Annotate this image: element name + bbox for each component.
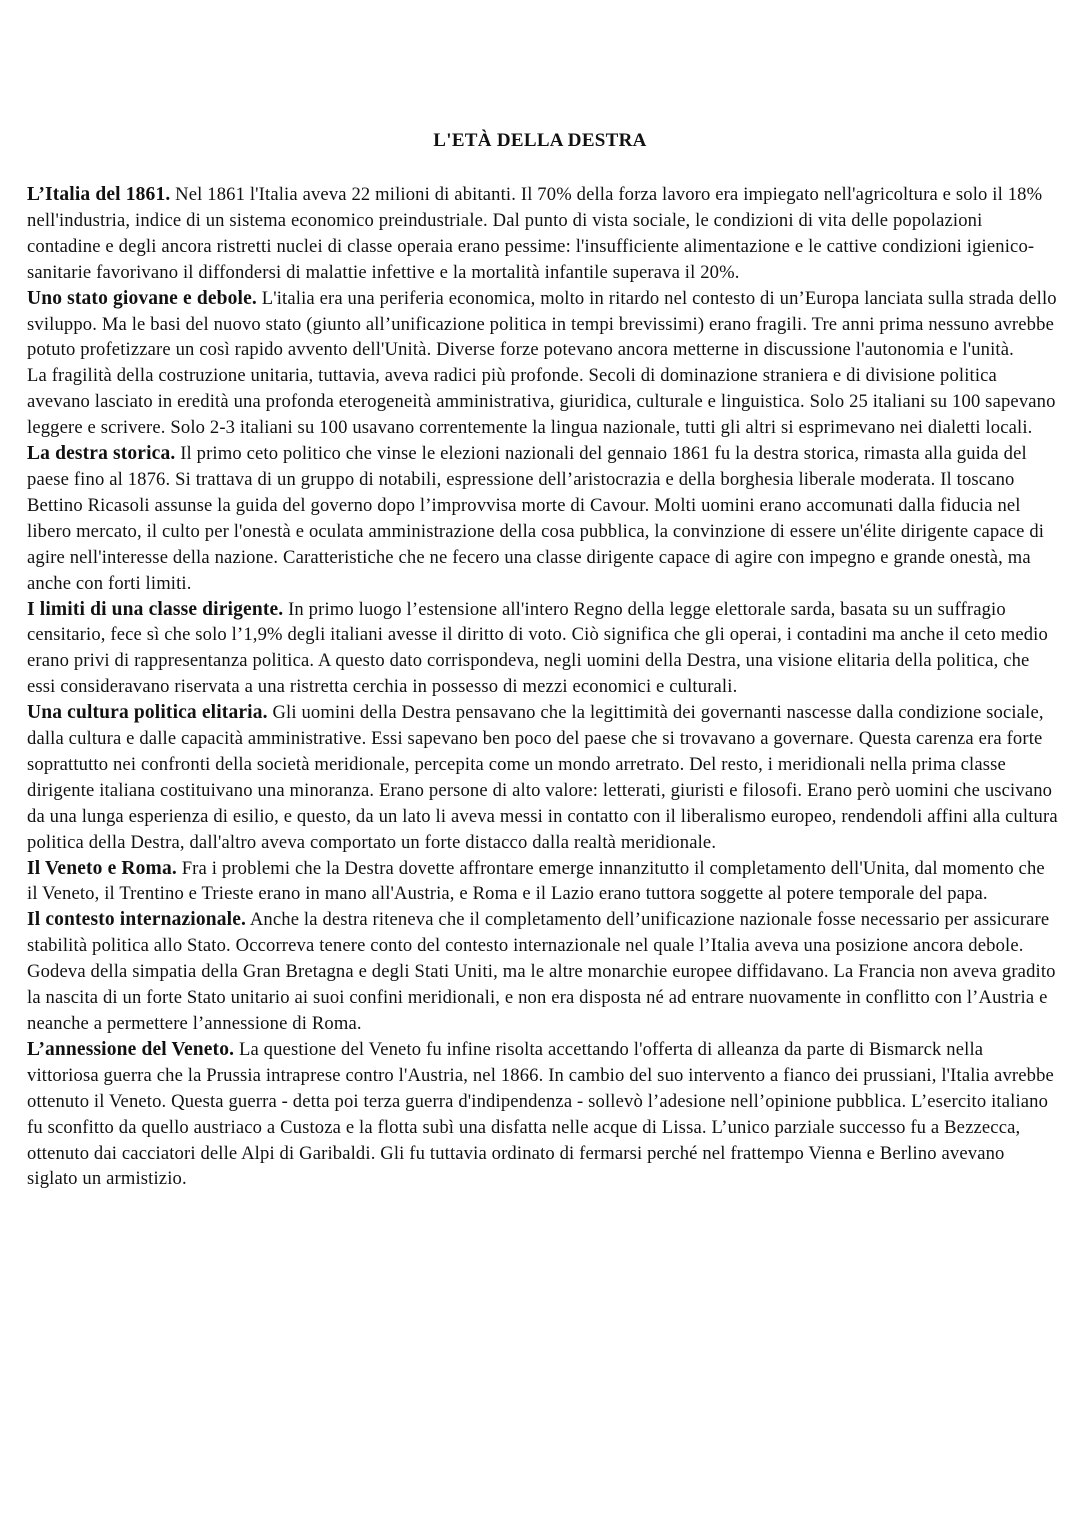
- paragraph-fragilita: [27, 363, 1059, 441]
- paragraph-text: L'italia era una periferia economica, molto in ritardo nel contesto di un’Europa lanciata sulla strada dello sviluppo. Ma le basi del nuovo stato (giunto all’unificazione politica in tempi brevissimi) erano fragili. Tre anni prima nessuno avrebbe potuto profetizzare un così rapido avvento dell'Unità. Diverse forze potevano ancora metterne in discussione l'autonomia e l'unità.: [27, 287, 1057, 361]
- document-body: [27, 182, 1059, 1192]
- page-title: L'ETÀ DELLA DESTRA: [433, 130, 647, 151]
- paragraph-heading: L’Italia del 1861.: [27, 184, 171, 205]
- paragraph-annessione-veneto: [27, 1037, 1059, 1192]
- paragraph-stato-giovane: [27, 286, 1059, 364]
- paragraph-text: Fra i problemi che la Destra dovette affrontare emerge innanzitutto il completamento dell'Unita, dal momento che il Veneto, il Trentino e Trieste erano in mano all'Austria, e Roma e il Lazio erano tuttora soggette al potere temporale del papa.: [27, 857, 1045, 905]
- paragraph-heading: Il contesto internazionale.: [27, 909, 247, 931]
- paragraph-veneto-roma: [27, 856, 1059, 908]
- paragraph-text: La fragilità della costruzione unitaria, tuttavia, aveva radici più profonde. Secoli di dominazione straniera e di divisione politica avevano lasciato in eredità una profonda eterogeneità amministrativa, giuridica, culturale e linguistica. Solo 25 italiani su 100 sapevano leggere e scrivere. Solo 2-3 italiani su 100 usavano correntemente la lingua nazionale, tutti gli altri si esprimevano nei dialetti locali.: [27, 365, 1056, 439]
- paragraph-text: Il primo ceto politico che vinse le elezioni nazionali del gennaio 1861 fu la destra storica, rimasta alla guida del paese fino al 1876. Si trattava di un gruppo di notabili, espressione dell’aristocrazia e della borghesia liberale moderata. Il toscano Bettino Ricasoli assunse la guida del governo dopo l’improvvisa morte di Cavour. Molti uomini erano accomunati dalla fiducia nel libero mercato, il culto per l'onestà e oculata amministrazione della cosa pubblica, la convinzione di essere un'élite dirigente capace di agire nell'interesse della nazione. Caratteristiche che ne fecero una classe dirigente capace di agire con impegno e grande onestà, ma anche con forti limiti.: [27, 443, 1045, 594]
- paragraph-text: Anche la destra riteneva che il completamento dell’unificazione nazionale fosse necessario per assicurare stabilità politica allo Stato. Occorreva tenere conto del contesto internazionale nel quale l’Italia aveva una posizione ancora debole. Godeva della simpatia della Gran Bretagna e degli Stati Uniti, ma le altre monarchie europee diffidavano. La Francia non aveva gradito la nascita di un forte Stato unitario ai suoi confini meridionali, e non era disposta né ad entrare nuovamente in conflitto con l’Austria e neanche a permettere l’annessione di Roma.: [27, 909, 1056, 1034]
- paragraph-heading: L’annessione del Veneto.: [27, 1038, 235, 1060]
- paragraph-heading: Una cultura politica elitaria.: [27, 702, 268, 724]
- paragraph-contesto-internazionale: [27, 907, 1059, 1037]
- paragraph-text: Nel 1861 l'Italia aveva 22 milioni di abitanti. Il 70% della forza lavoro era impiegato nell'agricoltura e solo il 18% nell'industria, indice di un sistema economico preindustriale. Dal punto di vista sociale, le condizioni di vita delle popolazioni contadine e degli ancora ristretti nuclei di classe operaia erano pessime: l'insufficiente alimentazione e le cattive condizioni igienico-sanitarie favorivano il diffondersi di malattie infettive e la mortalità infantile superava il 20%.: [27, 184, 1043, 283]
- paragraph-heading: La destra storica.: [27, 443, 176, 465]
- paragraph-destra-storica: [27, 441, 1059, 596]
- paragraph-text: La questione del Veneto fu infine risolta accettando l'offerta di alleanza da parte di Bismarck nella vittoriosa guerra che la Prussia intraprese contro l'Austria, nel 1866. In cambio del suo intervento a fianco dei prussiani, l'Italia avrebbe ottenuto il Veneto. Questa guerra - detta poi terza guerra d'indipendenza - sollevò l’adesione nell’opinione pubblica. L’esercito italiano fu sconfitto da quello austriaco a Custoza e la flotta subì una disfatta nelle acque di Lissa. L’unico parziale successo fu a Bezzecca, ottenuto dai cacciatori delle Alpi di Garibaldi. Gli fu tuttavia ordinato di fermarsi perché nel frattempo Vienna e Berlino avevano siglato un armistizio.: [27, 1038, 1054, 1190]
- paragraph-italia-1861: [27, 182, 1059, 286]
- paragraph-text: Gli uomini della Destra pensavano che la legittimità dei governanti nascesse dalla condizione sociale, dalla cultura e dalle capacità amministrative. Essi sapevano ben poco del paese che si trovavano a governare. Questa carenza era forte soprattutto nei confronti della società meridionale, percepita come un mondo arretrato. Del resto, i meridionali nella prima classe dirigente italiana costituivano una minoranza. Erano persone di alto valore: letterati, giuristi e filosofi. Erano però uomini che uscivano da una lunga esperienza di esilio, e questo, da un lato li aveva messi in contatto con il liberalismo europeo, rendendoli affini alla cultura politica della Destra, dall'altro aveva comportato un forte distacco dalla realtà meridionale.: [27, 702, 1058, 853]
- paragraph-heading: Uno stato giovane e debole.: [27, 287, 257, 309]
- paragraph-cultura-elitaria: [27, 700, 1059, 855]
- paragraph-text: In primo luogo l’estensione all'intero Regno della legge elettorale sarda, basata su un suffragio censitario, fece sì che solo l’1,9% degli italiani avesse il diritto di voto. Ciò significa che gli operai, i contadini ma anche il ceto medio erano privi di rappresentanza politica. A questo dato corrispondeva, negli uomini della Destra, una visione elitaria della politica, che essi consideravano riservata a una ristretta cerchia in possesso di mezzi economici e culturali.: [27, 598, 1048, 698]
- paragraph-heading: Il Veneto e Roma.: [27, 857, 177, 879]
- paragraph-limiti: [27, 597, 1059, 701]
- paragraph-heading: I limiti di una classe dirigente.: [27, 598, 284, 620]
